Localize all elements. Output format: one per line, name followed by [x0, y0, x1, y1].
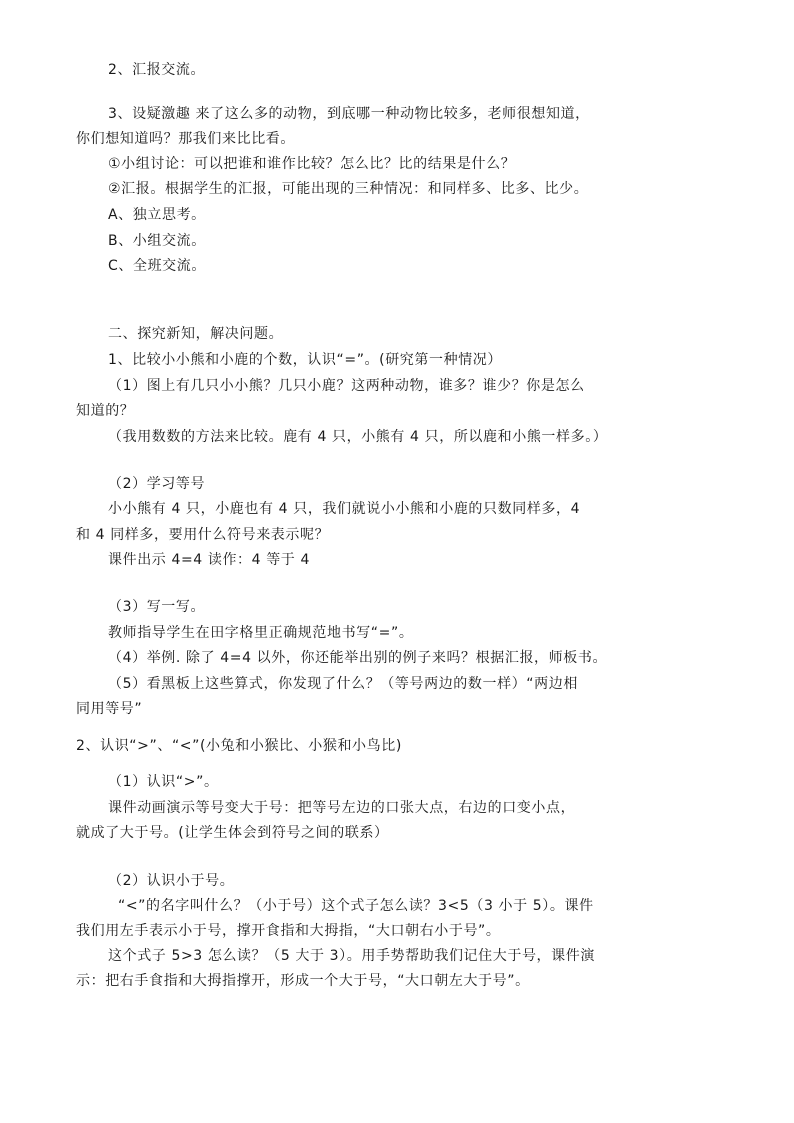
- text-line: （2）学习等号: [108, 476, 206, 492]
- text-line: C、全班交流。: [108, 258, 206, 274]
- text-line: ②汇报。根据学生的汇报，可能出现的三种情况：和同样多、比多、比少。: [108, 181, 589, 197]
- text-line: 小小熊有 4 只，小鹿也有 4 只，我们就说小小熊和小鹿的只数同样多，4: [108, 501, 581, 517]
- text-line: 3、设疑激趣 来了这么多的动物，到底哪一种动物比较多，老师很想知道，: [108, 106, 590, 122]
- text-line: （2）认识小于号。: [108, 873, 235, 889]
- text-line: 你们想知道吗？那我们来比比看。: [76, 131, 295, 147]
- text-line: （4）举例. 除了 4=4 以外，你还能举出别的例子来吗？根据汇报，师板书。: [108, 650, 608, 666]
- text-line: （3）写一写。: [108, 599, 206, 615]
- text-line: 同用等号”: [76, 701, 143, 717]
- section-heading: 2、认识“>”、“<”(小兔和小猴比、小猴和小鸟比): [76, 738, 402, 754]
- text-line: 示：把右手食指和大拇指撑开，形成一个大于号，“大口朝左大于号”。: [76, 973, 530, 989]
- text-line: 这个式子 5>3 怎么读？（5 大于 3）。用手势帮助我们记住大于号，课件演: [108, 948, 595, 964]
- text-line: 和 4 同样多，要用什么符号来表示呢？: [76, 527, 330, 543]
- text-line: 我们用左手表示小于号，撑开食指和大拇指，“大口朝右小于号”。: [76, 923, 501, 939]
- text-line: A、独立思考。: [108, 207, 206, 223]
- text-line: ①小组讨论：可以把谁和谁作比较？怎么比？比的结果是什么？: [108, 156, 516, 172]
- text-line: （5）看黑板上这些算式，你发现了什么？（等号两边的数一样）“两边相: [108, 676, 578, 692]
- text-line: 就成了大于号。(让学生体会到符号之间的联系）: [76, 825, 389, 841]
- text-line: “<”的名字叫什么？（小于号）这个式子怎么读？3<5（3 小于 5）。课件: [118, 898, 594, 914]
- text-line: B、小组交流。: [108, 233, 206, 249]
- text-line: （1）认识“>”。: [108, 774, 219, 790]
- text-line: （1）图上有几只小小熊？几只小鹿？这两种动物，谁多？谁少？你是怎么: [108, 378, 585, 394]
- text-line: 课件动画演示等号变大于号：把等号左边的口张大点，右边的口变小点，: [108, 800, 576, 816]
- text-line: 教师指导学生在田字格里正确规范地书写“=”。: [108, 625, 414, 641]
- text-line: （我用数数的方法来比较。鹿有 4 只，小熊有 4 只，所以鹿和小熊一样多。）: [108, 429, 608, 445]
- section-heading: 二、探究新知，解决问题。: [108, 326, 284, 342]
- text-line: 课件出示 4=4 读作：4 等于 4: [108, 552, 310, 568]
- text-line: 知道的？: [76, 403, 135, 419]
- text-line: 2、汇报交流。: [108, 62, 206, 78]
- text-line: 1、比较小小熊和小鹿的个数，认识“=”。(研究第一种情况）: [108, 352, 503, 368]
